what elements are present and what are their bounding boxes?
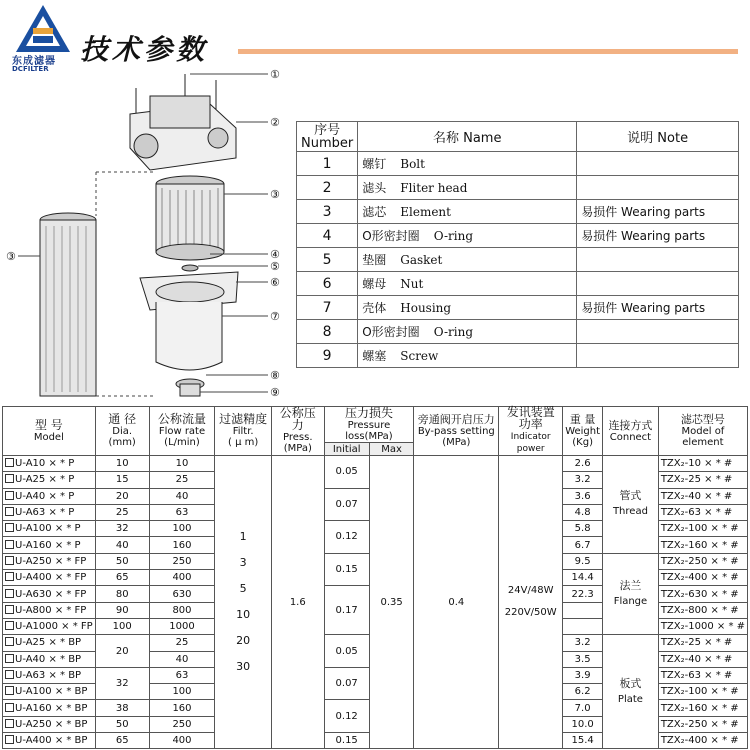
loss-initial-cell: 0.17 <box>324 586 369 635</box>
model-cell: U-A1000 × * FP <box>3 618 96 634</box>
model-cell: U-A250 × * FP <box>3 553 96 569</box>
flow-cell: 160 <box>149 537 215 553</box>
model-cell: U-A630 × * FP <box>3 586 96 602</box>
checkbox-icon <box>5 719 14 728</box>
spec-header-row <box>3 407 748 443</box>
element-model-cell: TZX₂-25 × * # <box>658 472 747 488</box>
checkbox-icon <box>5 458 14 467</box>
parts-name-en: Fliter head <box>400 181 468 195</box>
parts-note <box>577 344 739 368</box>
weight-cell <box>563 602 603 618</box>
parts-name <box>358 272 577 296</box>
dia-cell: 32 <box>95 667 149 700</box>
parts-name-en: Screw <box>400 349 439 363</box>
callout-7: ⑦ <box>270 310 280 323</box>
spec-header-model: 型 号 Model <box>3 407 96 456</box>
parts-name-en: Bolt <box>400 157 425 171</box>
parts-note: 易损件 Wearing parts <box>577 224 739 248</box>
dia-cell: 90 <box>95 602 149 618</box>
dia-cell: 50 <box>95 553 149 569</box>
parts-number: 1 <box>297 152 358 176</box>
flow-cell: 630 <box>149 586 215 602</box>
parts-row <box>297 152 739 176</box>
parts-number: 4 <box>297 224 358 248</box>
spec-row <box>3 456 748 472</box>
filtr-value: 10 <box>236 608 251 622</box>
model-cell: U-A63 × * P <box>3 504 96 520</box>
weight-cell: 5.8 <box>563 521 603 537</box>
parts-name-cn: 滤芯 <box>362 205 387 219</box>
weight-cell: 6.2 <box>563 684 603 700</box>
loss-initial-cell: 0.07 <box>324 488 369 521</box>
dia-cell: 50 <box>95 716 149 732</box>
loss-initial-cell: 0.05 <box>324 456 369 489</box>
dia-cell: 40 <box>95 537 149 553</box>
spec-header-weight: 重 量 Weight (Kg) <box>563 407 603 456</box>
parts-name <box>358 224 577 248</box>
model-cell: U-A160 × * P <box>3 537 96 553</box>
parts-name-cn: 滤头 <box>362 181 387 195</box>
model-cell: U-A25 × * P <box>3 472 96 488</box>
callout-4: ④ <box>270 248 280 261</box>
parts-name <box>358 320 577 344</box>
model-cell: U-A40 × * BP <box>3 651 96 667</box>
filtr-value: 20 <box>236 634 251 648</box>
parts-name-cn: O形密封圈 <box>362 229 420 243</box>
filtr-value: 3 <box>239 556 247 570</box>
parts-header-number: 序号 Number <box>297 122 358 152</box>
checkbox-icon <box>5 556 14 565</box>
checkbox-icon <box>5 621 14 630</box>
dia-cell: 20 <box>95 488 149 504</box>
weight-cell: 7.0 <box>563 700 603 716</box>
checkbox-icon <box>5 540 14 549</box>
element-model-cell: TZX₂-100 × * # <box>658 684 747 700</box>
page-title: 技术参数 <box>80 33 209 66</box>
callout-6: ⑥ <box>270 276 280 289</box>
element-model-cell: TZX₂-250 × * # <box>658 716 747 732</box>
element-model-cell: TZX₂-160 × * # <box>658 700 747 716</box>
loss-initial-cell: 0.12 <box>324 521 369 554</box>
model-cell: U-A800 × * FP <box>3 602 96 618</box>
element-model-cell: TZX₂-25 × * # <box>658 635 747 651</box>
checkbox-icon <box>5 605 14 614</box>
parts-name <box>358 248 577 272</box>
bypass-cell: 0.4 <box>414 456 499 749</box>
flow-cell: 1000 <box>149 618 215 634</box>
spec-header-element: 滤芯型号 Model of element <box>658 407 747 456</box>
weight-cell: 6.7 <box>563 537 603 553</box>
dia-cell: 15 <box>95 472 149 488</box>
weight-cell: 22.3 <box>563 586 603 602</box>
parts-note: 易损件 Wearing parts <box>577 296 739 320</box>
parts-header-note: 说明 Note <box>577 122 739 152</box>
spec-header-filtr: 过滤精度 Filtr. ( μ m) <box>215 407 272 456</box>
indicator-cell: 24V/48W 220V/50W <box>499 456 563 749</box>
parts-row <box>297 224 739 248</box>
brand-name-en: DCFILTER <box>12 65 49 73</box>
flow-cell: 400 <box>149 733 215 749</box>
parts-header-row <box>297 122 739 152</box>
weight-cell: 4.8 <box>563 504 603 520</box>
checkbox-icon <box>5 523 14 532</box>
dia-cell: 65 <box>95 733 149 749</box>
element-model-cell: TZX₂-10 × * # <box>658 456 747 472</box>
element-model-cell: TZX₂-100 × * # <box>658 521 747 537</box>
callout-side-3: ③ <box>6 250 16 263</box>
loss-max-cell: 0.35 <box>369 456 414 749</box>
dia-cell: 80 <box>95 586 149 602</box>
press-cell: 1.6 <box>272 456 325 749</box>
checkbox-icon <box>5 735 14 744</box>
model-cell: U-A63 × * BP <box>3 667 96 683</box>
weight-cell: 2.6 <box>563 456 603 472</box>
brand-name-cn: 东成滤器 <box>12 56 56 67</box>
checkbox-icon <box>5 507 14 516</box>
weight-cell: 3.9 <box>563 667 603 683</box>
callout-2: ② <box>270 116 280 129</box>
spec-header-indicator: 发讯装置 功率 Indicator power <box>499 407 563 456</box>
flow-cell: 250 <box>149 553 215 569</box>
dia-cell: 38 <box>95 700 149 716</box>
loss-initial-cell: 0.15 <box>324 553 369 586</box>
flow-cell: 25 <box>149 472 215 488</box>
parts-name <box>358 200 577 224</box>
parts-number: 8 <box>297 320 358 344</box>
connect-cell-plate: 板式 Plate <box>603 635 659 749</box>
checkbox-icon <box>5 491 14 500</box>
parts-row <box>297 320 739 344</box>
flow-cell: 40 <box>149 651 215 667</box>
spec-header-initial: Initial <box>324 443 369 456</box>
loss-initial-cell: 0.07 <box>324 667 369 700</box>
element-model-cell: TZX₂-1000 × * # <box>658 618 747 634</box>
parts-note <box>577 176 739 200</box>
parts-note <box>577 152 739 176</box>
loss-initial-cell: 0.12 <box>324 700 369 733</box>
parts-name-cn: 螺塞 <box>362 349 387 363</box>
parts-name <box>358 296 577 320</box>
flow-cell: 63 <box>149 504 215 520</box>
flow-cell: 25 <box>149 635 215 651</box>
parts-number: 2 <box>297 176 358 200</box>
spec-header-flow: 公称流量 Flow rate (L/min) <box>149 407 215 456</box>
parts-name-en: Nut <box>400 277 424 291</box>
model-cell: U-A25 × * BP <box>3 635 96 651</box>
dia-cell: 32 <box>95 521 149 537</box>
title-underline <box>238 49 738 54</box>
model-cell: U-A100 × * P <box>3 521 96 537</box>
filtr-value: 1 <box>239 530 247 544</box>
flow-cell: 100 <box>149 521 215 537</box>
connect-cell-flange: 法兰 Flange <box>603 553 659 634</box>
weight-cell <box>563 618 603 634</box>
weight-cell: 10.0 <box>563 716 603 732</box>
model-cell: U-A160 × * BP <box>3 700 96 716</box>
model-cell: U-A400 × * BP <box>3 733 96 749</box>
weight-cell: 3.6 <box>563 488 603 504</box>
weight-cell: 3.5 <box>563 651 603 667</box>
checkbox-icon <box>5 686 14 695</box>
parts-note <box>577 248 739 272</box>
checkbox-icon <box>5 589 14 598</box>
weight-cell: 14.4 <box>563 570 603 586</box>
spec-header-loss: 压力损失 Pressure loss(MPa) <box>324 407 414 443</box>
parts-name-cn: 螺母 <box>362 277 387 291</box>
flow-cell: 10 <box>149 456 215 472</box>
spec-header-connect: 连接方式 Connect <box>603 407 659 456</box>
exploded-filter-drawing <box>0 66 300 404</box>
spec-header-dia: 通 径 Dia. (mm) <box>95 407 149 456</box>
callout-8: ⑧ <box>270 369 280 382</box>
parts-name-cn: O形密封圈 <box>362 325 420 339</box>
flow-cell: 400 <box>149 570 215 586</box>
flow-cell: 40 <box>149 488 215 504</box>
parts-number: 9 <box>297 344 358 368</box>
parts-row <box>297 176 739 200</box>
parts-row <box>297 200 739 224</box>
flow-cell: 800 <box>149 602 215 618</box>
element-model-cell: TZX₂-160 × * # <box>658 537 747 553</box>
model-cell: U-A400 × * FP <box>3 570 96 586</box>
element-model-cell: TZX₂-400 × * # <box>658 733 747 749</box>
parts-row <box>297 296 739 320</box>
parts-name-en: O-ring <box>433 325 474 339</box>
parts-number: 7 <box>297 296 358 320</box>
model-cell: U-A40 × * P <box>3 488 96 504</box>
element-model-cell: TZX₂-40 × * # <box>658 488 747 504</box>
spec-header-bypass: 旁通阀开启压力 By-pass setting (MPa) <box>414 407 499 456</box>
flow-cell: 63 <box>149 667 215 683</box>
parts-table <box>296 121 739 368</box>
flow-cell: 160 <box>149 700 215 716</box>
parts-header-name: 名称 Name <box>358 122 577 152</box>
filtr-value: 5 <box>239 582 247 596</box>
parts-name-en: Housing <box>400 301 452 315</box>
weight-cell: 3.2 <box>563 635 603 651</box>
element-model-cell: TZX₂-250 × * # <box>658 553 747 569</box>
flow-cell: 100 <box>149 684 215 700</box>
weight-cell: 9.5 <box>563 553 603 569</box>
parts-name-cn: 螺钉 <box>362 157 387 171</box>
parts-row <box>297 248 739 272</box>
loss-initial-cell: 0.15 <box>324 733 369 749</box>
filtr-cell <box>215 456 272 749</box>
element-model-cell: TZX₂-630 × * # <box>658 586 747 602</box>
element-model-cell: TZX₂-40 × * # <box>658 651 747 667</box>
dia-cell: 25 <box>95 504 149 520</box>
parts-name-en: O-ring <box>433 229 474 243</box>
dia-cell: 20 <box>95 635 149 668</box>
element-model-cell: TZX₂-63 × * # <box>658 667 747 683</box>
parts-name-en: Element <box>400 205 451 219</box>
element-model-cell: TZX₂-800 × * # <box>658 602 747 618</box>
connect-cell-thread: 管式 Thread <box>603 456 659 554</box>
parts-name-cn: 壳体 <box>362 301 387 315</box>
loss-initial-cell: 0.05 <box>324 635 369 668</box>
checkbox-icon <box>5 654 14 663</box>
checkbox-icon <box>5 703 14 712</box>
parts-number: 5 <box>297 248 358 272</box>
parts-row <box>297 344 739 368</box>
dia-cell: 10 <box>95 456 149 472</box>
parts-name <box>358 176 577 200</box>
spec-table <box>2 406 748 749</box>
weight-cell: 3.2 <box>563 472 603 488</box>
parts-note: 易损件 Wearing parts <box>577 200 739 224</box>
parts-name <box>358 344 577 368</box>
callout-3: ③ <box>270 188 280 201</box>
parts-number: 6 <box>297 272 358 296</box>
dia-cell: 65 <box>95 570 149 586</box>
parts-row <box>297 272 739 296</box>
parts-number: 3 <box>297 200 358 224</box>
callout-5: ⑤ <box>270 260 280 273</box>
checkbox-icon <box>5 572 14 581</box>
spec-header-max: Max <box>369 443 414 456</box>
element-model-cell: TZX₂-400 × * # <box>658 570 747 586</box>
callout-9: ⑨ <box>270 386 280 399</box>
weight-cell: 15.4 <box>563 733 603 749</box>
flow-cell: 250 <box>149 716 215 732</box>
parts-name <box>358 152 577 176</box>
model-cell: U-A10 × * P <box>3 456 96 472</box>
parts-note <box>577 320 739 344</box>
dia-cell: 100 <box>95 618 149 634</box>
checkbox-icon <box>5 637 14 646</box>
model-cell: U-A250 × * BP <box>3 716 96 732</box>
filtr-value: 30 <box>236 660 251 674</box>
parts-name-cn: 垫圈 <box>362 253 387 267</box>
element-model-cell: TZX₂-63 × * # <box>658 504 747 520</box>
checkbox-icon <box>5 474 14 483</box>
checkbox-icon <box>5 670 14 679</box>
callout-1: ① <box>270 68 280 81</box>
model-cell: U-A100 × * BP <box>3 684 96 700</box>
spec-header-press: 公称压力 Press. (MPa) <box>272 407 325 456</box>
parts-note <box>577 272 739 296</box>
parts-name-en: Gasket <box>400 253 443 267</box>
